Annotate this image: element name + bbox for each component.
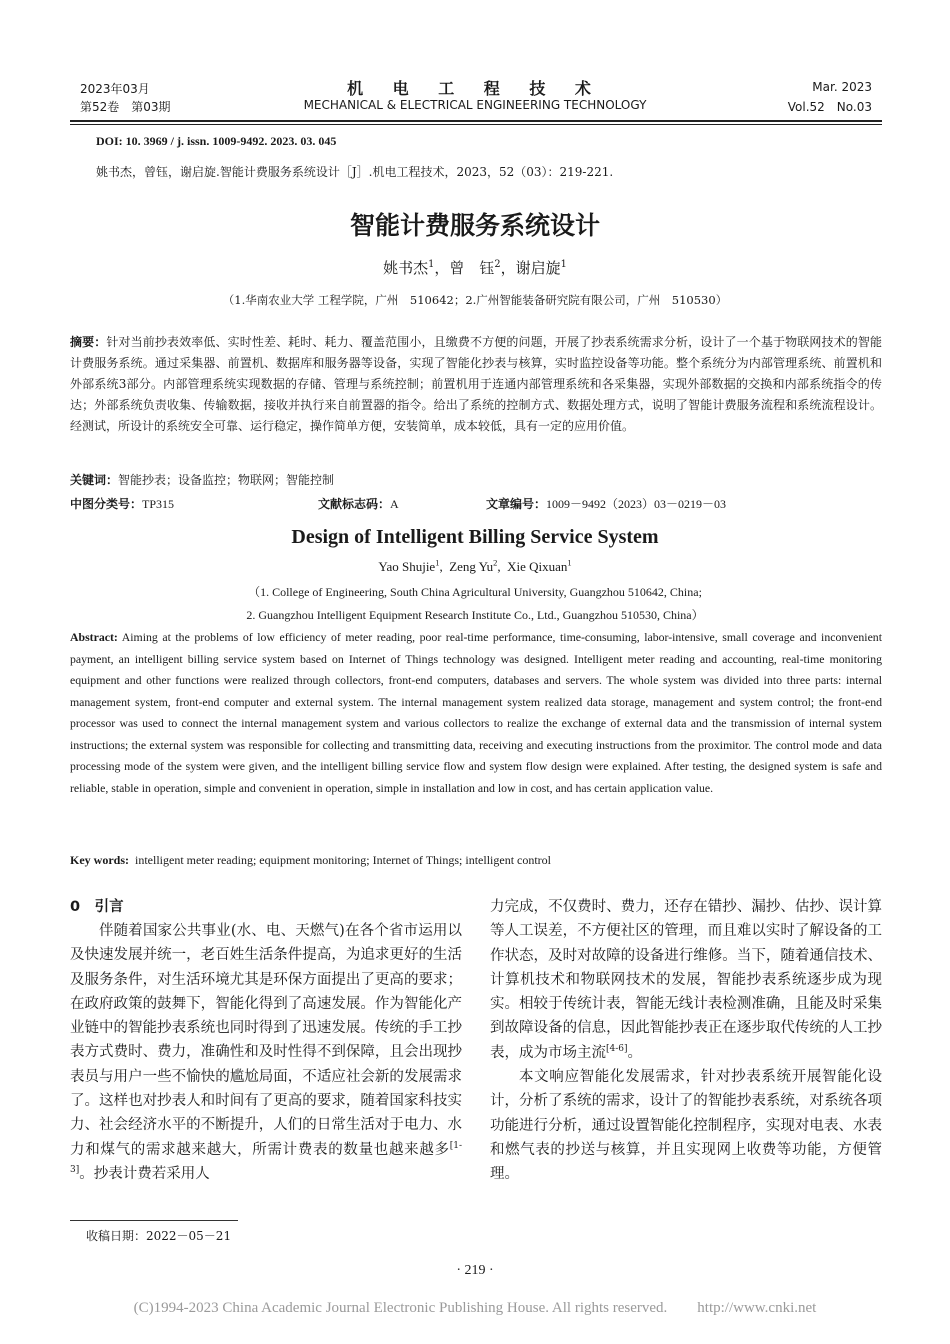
author-affil-mark: 2 [493,557,498,568]
author-name-en: Xie Qixuan [507,559,568,574]
header-volume-en: Vol.52 No.03 [787,100,872,114]
body-column-right [490,895,882,1187]
body-paragraph: 本文响应智能化发展需求，针对抄表系统开展智能化设计，分析了系统的需求，设计了的智能抄表系统，对系统各项功能进行分析，通过设置智能化控制程序，实现对电表、水表和燃气表的抄送与核算，并且实现网上收费等功能，方便管理。 [490,1069,882,1183]
paragraph-text: 伴随着国家公共事业(水、电、天燃气)在各个省市运用以及快速发展并统一，老百姓生活条件提高，为追求更好的生活及服务条件，对生活环境尤其是环保方面提出了更高的要求；在政府政策的鼓舞下，智能化得到了高速发展。作为智能化产业链中的智能抄表系统也同时得到了迅速发展。传统的手工抄表方式费时、费力，准确性和及时性得不到保障，且会出现抄表员与用户一些不愉快的尴尬局面，不适应社会新的发展需求了。这样也对抄表人和时间有了更高的要求，随着国家科技实力、社会经济水平的不断提升，人们的日常生活对于电力、水力和煤气的需求越来越大，所需计费表的数量也越来越多 [70,923,462,1158]
paragraph-text: 。 [627,1044,643,1061]
header-date-cn: 2023年03月 [80,82,150,96]
header-date-en: Mar. 2023 [812,80,872,94]
body-paragraph [490,895,882,1065]
keywords-label-cn: 关键词： [70,473,119,487]
footnote-rule [70,1220,238,1221]
paper-title-cn: 智能计费服务系统设计 [349,211,600,240]
body-column-left [70,895,462,1186]
keywords-text-en: intelligent meter reading; equipment monitoring; Internet of Things; intelligent control [135,853,552,867]
citation-ref: [1-3] [70,1140,462,1176]
art-label: 文章编号： [486,497,547,511]
journal-title-cn: 机 电 工 程 技 术 [347,79,603,98]
header-volume-cn: 第52卷 第03期 [80,100,171,114]
abstract-text-en: Aiming at the problems of low efficiency of meter reading, poor real-time performance, time-consuming, labor-intensive, small coverage and inconvenient payment, an intelligent billing service system based on Internet of Things technology was designed. Intelligent meter reading and accounting, real-time monitoring equipment and other functions were realized through collectors, front-end computers, databases and servers. The whole system was divided into three parts: internal management system, front-end computer and external system. The internal management system realized data storage, management and system control; the front-end processor was used to connect the internal management system and various collectors to realize the exchange of external data and the transmission of internal system instructions; the external system was responsible for collecting and transmitting data, receiving and executing instructions from the proximitor. The control mode and data processing mode of the system were given, and the intelligent billing service flow and system flow design were explained. After testing, the designed system is safe and reliable, stable in operation, simple and convenient in operation, simple in installation and low in cost, and has certain application value. [70,630,882,795]
author-name-en: Yao Shujie [378,559,436,574]
author-affil-mark: 1 [567,557,572,568]
author-affil-mark: 1 [428,259,435,270]
clc-number [70,495,174,512]
abstract-cn [70,332,882,437]
abstract-label-en: Abstract: [70,630,118,644]
keywords-cn [70,471,334,488]
paragraph-text: 力完成，不仅费时、费力，还存在错抄、漏抄、估抄、误计算等人工误差，不方便社区的管理，而且难以实时了解设备的工作状态，及时对故障的设备进行维修。当下，随着通信技术、计算机技术和物联网技术的发展，智能抄表系统逐步成为现实。相较于传统计表，智能无线计表检测准确，且能及时采集到故障设备的信息，因此智能抄表正在逐步取代传统的人工抄表，成为市场主流 [490,899,882,1061]
received-date-footnote: 收稿日期：2022－05－21 [86,1229,232,1243]
body-paragraph [70,919,462,1186]
authors-en: Yao Shujie$^1$, Zeng Yu$^2$, Xie Qixuan$^1$ [378,557,572,574]
affiliation-en-line1: （1. College of Engineering, South China Agricultural University, Guangzhou 510642, China; [248,585,702,599]
author-name-en: Zeng Yu [449,559,494,574]
clc-label: 中图分类号： [70,497,143,511]
author-name: 谢启旋 [515,259,561,277]
article-number [486,495,726,512]
paragraph-text: 。抄表计费若采用人 [79,1165,210,1182]
authors-cn: 姚书杰$^1$，曾 钰$^2$，谢启旋$^1$ [383,259,567,277]
affiliation-cn: （1.华南农业大学 工程学院，广州 510642；2.广州智能装备研究院有限公司，广州 510530） [222,293,728,307]
author-name: 曾 钰 [449,259,495,277]
citation: 姚书杰，曾钰，谢启旋.智能计费服务系统设计［J］.机电工程技术，2023，52（03）：219-221. [96,165,614,179]
section-heading: 0 引言 [70,899,124,915]
author-name: 姚书杰 [383,259,429,277]
header-rule-thin [70,124,882,125]
copyright-watermark: (C)1994-2023 China Academic Journal Electronic Publishing House. All rights reserved. http://www.cnki.net [133,1300,817,1316]
affiliation-en-line2: 2. Guangzhou Intelligent Equipment Research Institute Co., Ltd., Guangzhou 510530, China） [246,608,704,622]
abstract-en [70,627,882,799]
author-affil-mark: 1 [435,557,440,568]
author-affil-mark: 1 [560,259,567,270]
keywords-label-en: Key words: [70,853,129,867]
doc-label: 文献标志码： [318,497,391,511]
abstract-text-cn: 针对当前抄表效率低、实时性差、耗时、耗力、覆盖范围小，且缴费不方便的问题，开展了抄表系统需求分析，设计了一个基于物联网技术的智能计费服务系统。通过采集器、前置机、数据库和服务器等设备，实现了智能化抄表与核算，实时监控设备等功能。整个系统分为内部管理系统、前置机和外部系统3部分。内部管理系统实现数据的存储、管理与系统控制；前置机用于连通内部管理系统和各采集器，实现外部数据的交换和内部系统指令的传达；外部系统负责收集、传输数据，接收并执行来自前置器的指令。给出了系统的控制方式、数据处理方式，说明了智能计费服务流程和系统流程设计。经测试，所设计的系统安全可靠、运行稳定，操作简单方便，安装简单，成本较低，具有一定的应用价值。 [70,335,882,433]
doc-value: A [390,497,399,511]
header-rule-thick [70,120,882,122]
document-code [318,495,399,512]
page-number: · 219 · [456,1263,494,1278]
keywords-en [70,853,551,868]
author-affil-mark: 2 [494,259,501,270]
paper-title-en: Design of Intelligent Billing Service System [291,526,659,548]
doi: DOI: 10. 3969 / j. issn. 1009-9492. 2023. 03. 045 [96,134,337,148]
keywords-text-cn: 智能抄表；设备监控；物联网；智能控制 [118,473,335,487]
citation-ref: [4-6] [606,1043,628,1054]
art-value: 1009－9492（2023）03－0219－03 [546,497,727,511]
abstract-label-cn: 摘要： [70,335,107,349]
journal-title-en: MECHANICAL & ELECTRICAL ENGINEERING TECHNOLOGY [303,98,647,112]
clc-value: TP315 [142,497,175,511]
